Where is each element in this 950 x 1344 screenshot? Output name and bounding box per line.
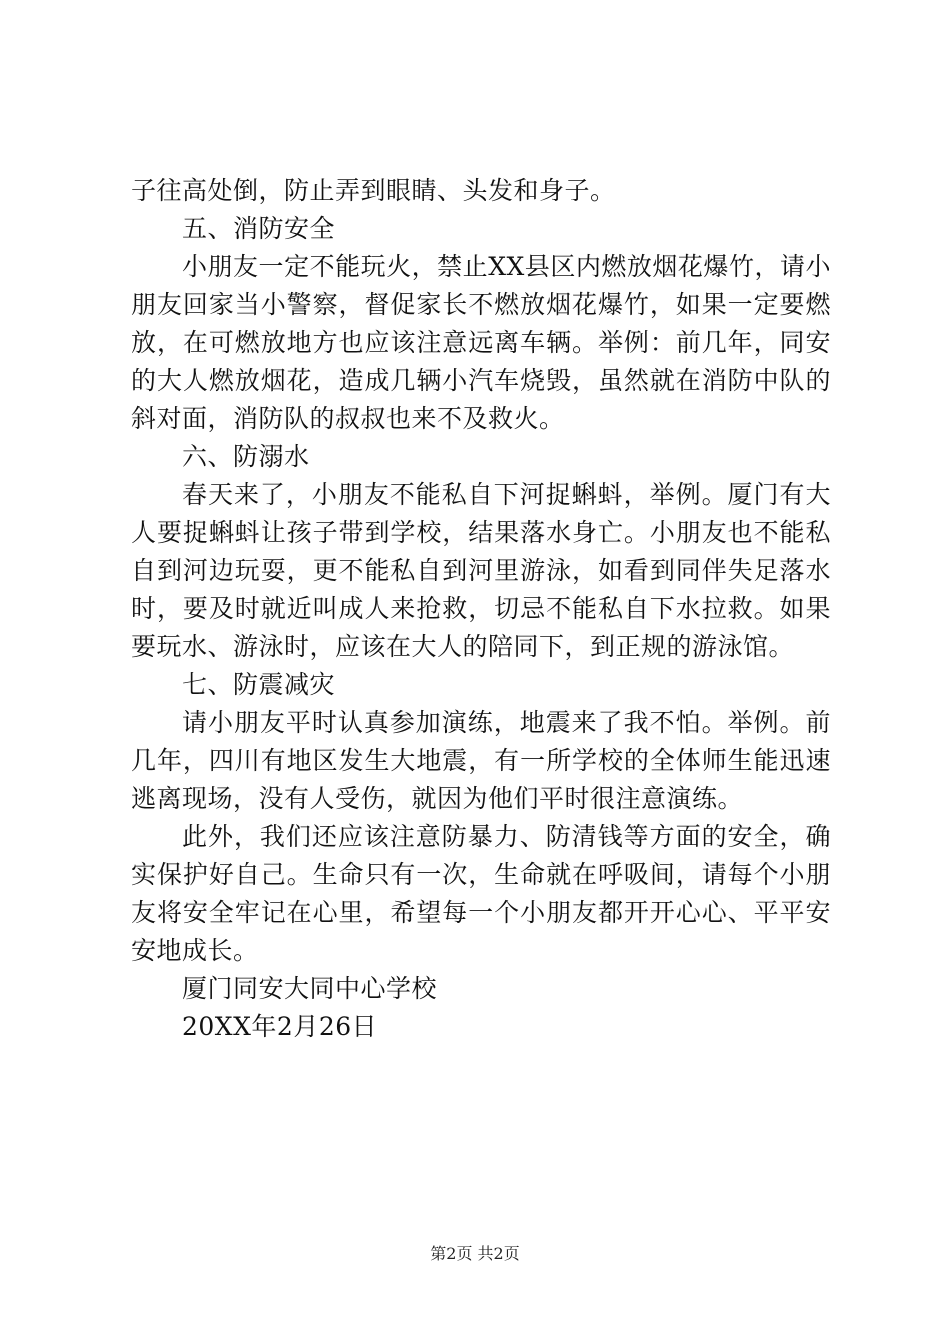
section-heading: 厦门同安大同中心学校: [182, 974, 438, 1003]
text-line: 人要捉蝌蚪让孩子带到学校，结果落水身亡。小朋友也不能私: [131, 518, 831, 547]
text-line: 自到河边玩耍，更不能私自到河里游泳，如看到同伴失足落水: [131, 556, 831, 585]
text-line: 几年，四川有地区发生大地震，有一所学校的全体师生能迅速: [131, 746, 831, 775]
text-line: 请小朋友平时认真参加演练，地震来了我不怕。举例。前: [182, 708, 831, 737]
text-line: 小朋友一定不能玩火，禁止XX县区内燃放烟花爆竹，请小: [182, 252, 831, 281]
text-line: 逃离现场，没有人受伤，就因为他们平时很注意演练。: [131, 784, 744, 813]
document-body: [131, 172, 831, 1046]
text-line: 要玩水、游泳时，应该在大人的陪同下，到正规的游泳馆。: [131, 632, 795, 661]
text-line: 友将安全牢记在心里，希望每一个小朋友都开开心心、平平安: [131, 898, 831, 927]
text-line: 此外，我们还应该注意防暴力、防清钱等方面的安全，确: [182, 822, 831, 851]
text-line: 实保护好自己。生命只有一次，生命就在呼吸间，请每个小朋: [131, 860, 831, 889]
text-line: 的大人燃放烟花，造成几辆小汽车烧毁，虽然就在消防中队的: [131, 366, 831, 395]
text-line: 放，在可燃放地方也应该注意远离车辆。举例：前几年，同安: [131, 328, 831, 357]
text-line: 春天来了，小朋友不能私自下河捉蝌蚪，举例。厦门有大: [182, 480, 831, 509]
text-line: 安地成长。: [131, 936, 259, 965]
text-line: 时，要及时就近叫成人来抢救，切忌不能私自下水拉救。如果: [131, 594, 831, 623]
text-line: 朋友回家当小警察，督促家长不燃放烟花爆竹，如果一定要燃: [131, 290, 831, 319]
text-line: 子往高处倒，防止弄到眼睛、头发和身子。: [131, 176, 616, 205]
section-heading: 六、防溺水: [182, 442, 310, 471]
section-heading: 20XX年2月26日: [182, 1012, 378, 1041]
text-line: 斜对面，消防队的叔叔也来不及救火。: [131, 404, 565, 433]
section-heading: 五、消防安全: [182, 214, 336, 243]
page-footer: 第2页 共2页: [430, 1244, 520, 1263]
section-heading: 七、防震减灾: [182, 670, 336, 699]
